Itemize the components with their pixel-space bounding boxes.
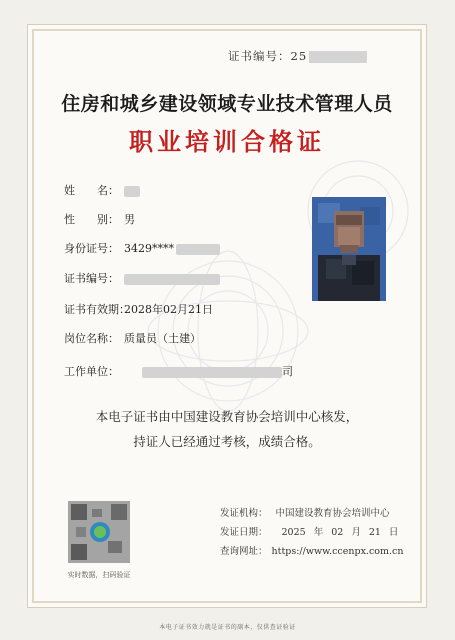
photo-pixelated-image — [312, 197, 386, 301]
certificate — [27, 24, 427, 608]
footer-note: 本电子证书效力就是证书的副本，仅供查证验证 — [159, 624, 296, 631]
issue-date-month-unit: 月 — [351, 527, 361, 538]
field-cert-no-label: 证书编号： — [64, 272, 119, 285]
field-name — [64, 182, 140, 198]
query-url — [220, 543, 403, 557]
redacted-mask — [142, 367, 282, 378]
issue-date-year: 2025 — [281, 527, 306, 538]
body-statement-line1: 本电子证书由中国建设教育协会培训中心核发， — [95, 409, 359, 424]
certificate-number-label: 证书编号： — [228, 49, 291, 63]
field-valid-value: 2028年02月21日 — [124, 303, 213, 316]
redacted-mask — [124, 274, 220, 285]
issuer-org-value: 中国建设教育协会培训中心 — [275, 508, 390, 519]
redacted-mask — [176, 244, 220, 255]
field-gender — [64, 211, 135, 227]
issue-date-year-unit: 年 — [313, 527, 324, 538]
field-valid-label: 证书有效期： — [64, 303, 130, 316]
issue-date-day-unit: 日 — [388, 527, 399, 538]
issue-date — [220, 524, 398, 538]
field-position-value: 质量员（土建） — [124, 332, 201, 345]
issue-date-month: 02 — [331, 527, 344, 538]
field-name-label: 姓 名： — [64, 184, 119, 197]
redacted-mask — [309, 51, 367, 63]
query-url-label: 查询网址： — [220, 546, 268, 557]
field-work-unit-suffix: 司 — [282, 365, 293, 378]
certificate-number-visible: 25 — [290, 49, 308, 63]
issuer-org — [220, 505, 390, 519]
query-url-link[interactable]: https://www.ccenpx.com.cn — [271, 546, 404, 557]
body-statement-line2: 持证人已经通过考核，成绩合格。 — [133, 434, 321, 449]
field-cert-no — [64, 270, 220, 286]
issue-date-day: 21 — [368, 527, 381, 538]
redacted-mask — [124, 186, 140, 197]
certificate-subtitle: 职业培训合格证 — [129, 127, 325, 156]
certificate-number-top — [228, 48, 367, 64]
holder-photo — [312, 197, 386, 301]
field-position-label: 岗位名称： — [64, 332, 119, 345]
field-id-label: 身份证号： — [64, 242, 119, 255]
qr-caption: 实时数据，扫码验证 — [67, 571, 131, 579]
field-id-value: 3429**** — [124, 242, 174, 255]
field-gender-label: 性 别： — [64, 213, 119, 226]
issue-date-label: 发证日期： — [220, 527, 268, 538]
field-id — [64, 240, 220, 256]
field-work-unit-label: 工作单位： — [64, 365, 119, 378]
certificate-title: 住房和城乡建设领域专业技术管理人员 — [61, 93, 393, 115]
field-work-unit — [64, 363, 293, 379]
qr-code-icon — [68, 501, 130, 563]
field-position — [64, 330, 201, 346]
field-gender-value: 男 — [124, 213, 135, 226]
qr-code[interactable] — [68, 501, 130, 563]
field-valid — [64, 301, 213, 317]
issuer-org-label: 发证机构： — [220, 508, 268, 519]
